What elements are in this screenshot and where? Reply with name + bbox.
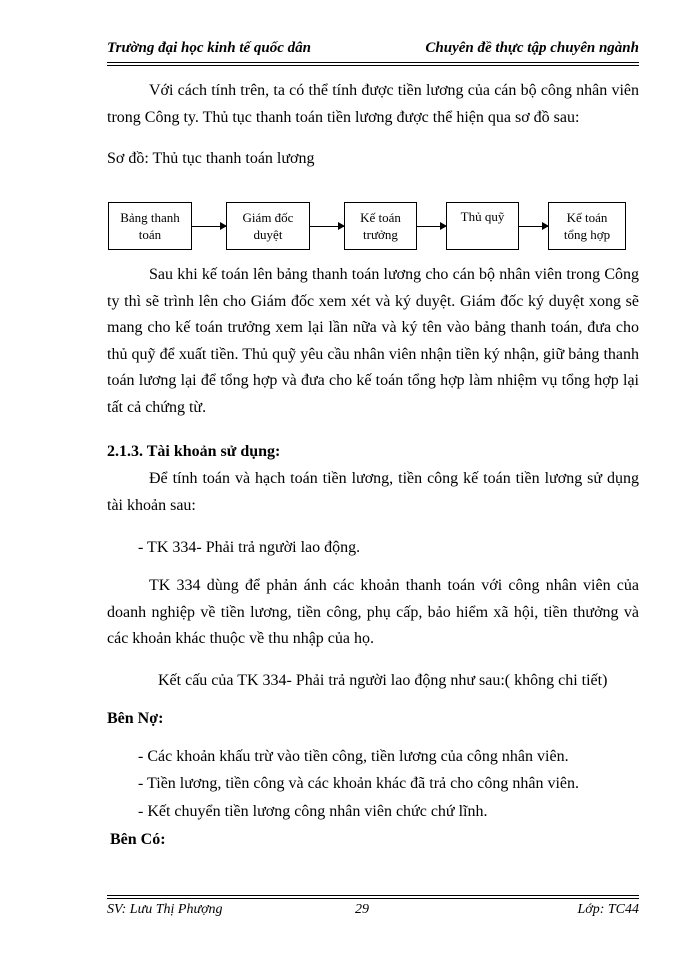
diagram-box-cashier: Thủ quỹ xyxy=(446,202,519,250)
diagram-box-general-accountant: Kế toán tổng hợp xyxy=(548,202,626,250)
footer-class: Lớp: TC44 xyxy=(577,902,639,917)
accounts-paragraph: Để tính toán và hạch toán tiền lương, tiền công kế toán tiền lương sử dụng tài khoản sau: xyxy=(107,470,639,514)
tk334-structure: Kết cấu của TK 334- Phải trả người lao động như sau:( không chi tiết) xyxy=(158,672,608,689)
page-footer xyxy=(107,902,639,922)
debit-item: - Các khoản khấu trừ vào tiền công, tiền lương của công nhân viên. xyxy=(138,748,569,765)
debit-item: - Tiền lương, tiền công và các khoản khác đã trả cho công nhân viên. xyxy=(138,775,580,792)
account-tk334: - TK 334- Phải trả người lao động. xyxy=(138,539,361,556)
tk334-description: TK 334 dùng để phản ánh các khoản thanh toán với công nhân viên của doanh nghiệp về tiền lương, tiền công, phụ cấp, bảo hiểm xã hội, tiền thưởng và các khoản khác thuộc về thu nhập của họ. xyxy=(107,577,639,647)
arrow-1 xyxy=(192,226,226,227)
section-heading: 2.1.3. Tài khoản sử dụng: xyxy=(107,443,281,460)
diagram-box-chief-accountant: Kế toán trưởng xyxy=(344,202,417,250)
header-rule-2 xyxy=(107,65,639,66)
intro-paragraph: Với cách tính trên, ta có thể tính được tiền lương của cán bộ công nhân viên trong Công ty. Thủ tục thanh toán tiền lương được thể hiện qua sơ đồ sau: xyxy=(107,82,639,126)
diagram-box-payroll: Bảng thanh toán xyxy=(108,202,192,250)
footer-student: SV: Lưu Thị Phượng xyxy=(107,902,223,917)
arrow-3 xyxy=(417,226,446,227)
header-rule xyxy=(107,62,639,63)
diagram-box-director: Giám đốc duyệt xyxy=(226,202,310,250)
header-university: Trường đại học kinh tế quốc dân xyxy=(107,40,312,56)
arrow-2 xyxy=(310,226,344,227)
footer-rule xyxy=(107,895,639,896)
process-paragraph: Sau khi kế toán lên bảng thanh toán lương cho cán bộ nhân viên trong Công ty thì sẽ trình lên cho Giám đốc xem xét và ký duyệt. Giám đốc ký duyệt xong sẽ mang cho kế toán trưởng xem lại lần nữa và ký tên vào bảng thanh toán, đưa cho thủ quỹ để xuất tiền. Thủ quỹ yêu cầu nhân viên nhận tiền ký nhận, giữ bảng thanh toán lương lại để tổng hợp và đưa cho kế toán tổng hợp làm nhiệm vụ tổng hợp lại tất cả chứng từ. xyxy=(107,266,639,416)
page-header xyxy=(107,40,639,60)
debit-item: - Kết chuyển tiền lương công nhân viên chức chứ lĩnh. xyxy=(138,803,488,820)
header-report-title: Chuyên đề thực tập chuyên ngành xyxy=(425,40,639,56)
diagram-caption: Sơ đồ: Thủ tục thanh toán lương xyxy=(107,150,315,167)
footer-rule-2 xyxy=(107,898,639,899)
debit-heading: Bên Nợ: xyxy=(107,710,164,727)
arrow-4 xyxy=(519,226,548,227)
credit-heading: Bên Có: xyxy=(110,831,166,848)
page-number: 29 xyxy=(355,902,369,917)
